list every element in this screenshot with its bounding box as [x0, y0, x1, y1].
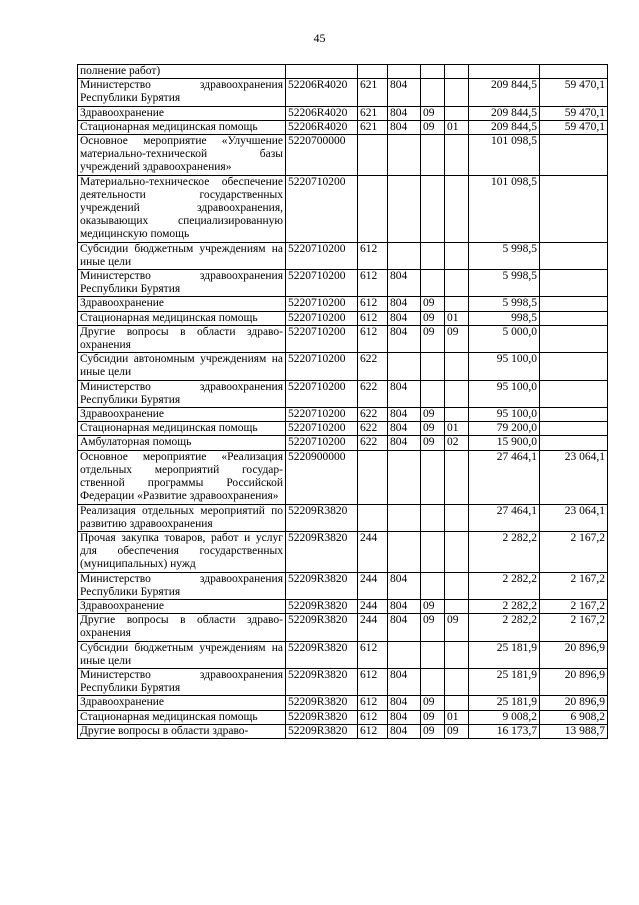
section-cell: [421, 668, 445, 695]
amount-federal-cell: 59 470,1: [540, 120, 608, 134]
target-article-cell: 5220710200: [286, 353, 358, 380]
table-row: [78, 436, 608, 450]
amount-federal-cell: 20 896,9: [540, 641, 608, 668]
amount-federal-cell: [540, 175, 608, 242]
name-cell: Другие вопросы в области здравоохранения: [78, 614, 286, 641]
expense-type-cell: 612: [358, 710, 388, 724]
expense-type-cell: 612: [358, 325, 388, 352]
ministry-code-cell: 804: [388, 572, 421, 599]
subsection-cell: 01: [445, 710, 469, 724]
table-row: [78, 641, 608, 668]
expense-type-cell: 244: [358, 599, 388, 613]
amount-federal-cell: [540, 380, 608, 407]
section-cell: [421, 572, 445, 599]
amount-cell: 209 844,5: [469, 106, 540, 120]
ministry-code-cell: 804: [388, 311, 421, 325]
section-cell: [421, 65, 445, 79]
subsection-cell: 01: [445, 311, 469, 325]
amount-cell: 2 282,2: [469, 531, 540, 572]
ministry-code-cell: [388, 175, 421, 242]
table-row: [78, 242, 608, 269]
name-cell: Здравоохранение: [78, 408, 286, 422]
name-cell: Здравоохранение: [78, 696, 286, 710]
name-cell: Субсидии автономным учреждениям на иные цели: [78, 353, 286, 380]
section-cell: 09: [421, 422, 445, 436]
amount-cell: 95 100,0: [469, 408, 540, 422]
table-row: [78, 65, 608, 79]
name-cell: Министерство здравоохранения Республики Бурятия: [78, 79, 286, 106]
subsection-cell: 01: [445, 120, 469, 134]
subsection-cell: [445, 696, 469, 710]
table-row: [78, 135, 608, 176]
ministry-code-cell: [388, 135, 421, 176]
amount-federal-cell: [540, 436, 608, 450]
target-article-cell: 52209R3820: [286, 599, 358, 613]
amount-federal-cell: 23 064,1: [540, 504, 608, 531]
ministry-code-cell: [388, 450, 421, 504]
target-article-cell: 5220710200: [286, 436, 358, 450]
target-article-cell: 52209R3820: [286, 668, 358, 695]
expense-type-cell: 244: [358, 614, 388, 641]
subsection-cell: [445, 531, 469, 572]
ministry-code-cell: 804: [388, 297, 421, 311]
expense-type-cell: 244: [358, 531, 388, 572]
expense-type-cell: 622: [358, 436, 388, 450]
amount-federal-cell: [540, 297, 608, 311]
amount-federal-cell: 2 167,2: [540, 599, 608, 613]
section-cell: [421, 135, 445, 176]
name-cell: Прочая закупка товаров, работ и услуг для обеспечения государственных (муниципальных) нужд: [78, 531, 286, 572]
amount-federal-cell: 20 896,9: [540, 696, 608, 710]
amount-cell: 101 098,5: [469, 135, 540, 176]
target-article-cell: 5220710200: [286, 408, 358, 422]
section-cell: 09: [421, 710, 445, 724]
ministry-code-cell: 804: [388, 79, 421, 106]
amount-federal-cell: [540, 270, 608, 297]
section-cell: [421, 380, 445, 407]
name-cell: Другие вопросы в области здраво-: [78, 724, 286, 738]
section-cell: 09: [421, 696, 445, 710]
expense-type-cell: [358, 504, 388, 531]
expense-type-cell: 612: [358, 724, 388, 738]
table-row: [78, 422, 608, 436]
ministry-code-cell: 804: [388, 696, 421, 710]
expense-type-cell: 244: [358, 572, 388, 599]
amount-cell: 15 900,0: [469, 436, 540, 450]
subsection-cell: [445, 572, 469, 599]
subsection-cell: [445, 175, 469, 242]
section-cell: [421, 175, 445, 242]
amount-federal-cell: [540, 65, 608, 79]
expense-type-cell: 612: [358, 297, 388, 311]
section-cell: 09: [421, 724, 445, 738]
expense-type-cell: 612: [358, 668, 388, 695]
amount-federal-cell: [540, 242, 608, 269]
expense-type-cell: [358, 175, 388, 242]
section-cell: 09: [421, 599, 445, 613]
name-cell: Материально-техническое обеспечение деятельности государственных учреждений здравоохранения, оказывающих специализированную медицинскую помощь: [78, 175, 286, 242]
target-article-cell: 5220700000: [286, 135, 358, 176]
ministry-code-cell: [388, 65, 421, 79]
expense-type-cell: 622: [358, 353, 388, 380]
ministry-code-cell: 804: [388, 668, 421, 695]
amount-cell: [469, 65, 540, 79]
ministry-code-cell: 804: [388, 408, 421, 422]
amount-cell: 25 181,9: [469, 641, 540, 668]
name-cell: Основное мероприятие «Реализация отдельных мероприятий государственной программы Российской Федерации «Развитие здравоохранения»: [78, 450, 286, 504]
subsection-cell: [445, 297, 469, 311]
ministry-code-cell: 804: [388, 710, 421, 724]
subsection-cell: [445, 504, 469, 531]
table-row: [78, 724, 608, 738]
table-row: [78, 79, 608, 106]
table-row: [78, 353, 608, 380]
amount-federal-cell: 6 908,2: [540, 710, 608, 724]
table-row: [78, 710, 608, 724]
section-cell: [421, 353, 445, 380]
expense-type-cell: [358, 450, 388, 504]
target-article-cell: 52206R4020: [286, 120, 358, 134]
ministry-code-cell: 804: [388, 422, 421, 436]
amount-cell: 998,5: [469, 311, 540, 325]
target-article-cell: 52209R3820: [286, 504, 358, 531]
amount-federal-cell: [540, 325, 608, 352]
amount-cell: 27 464,1: [469, 450, 540, 504]
name-cell: Основное мероприятие «Улучшение материально-технической базы учреждений здравоохранения»: [78, 135, 286, 176]
table-row: [78, 668, 608, 695]
expense-type-cell: 612: [358, 242, 388, 269]
table-row: [78, 408, 608, 422]
table-row: [78, 297, 608, 311]
name-cell: полнение работ): [78, 65, 286, 79]
section-cell: [421, 242, 445, 269]
amount-federal-cell: [540, 353, 608, 380]
target-article-cell: 52209R3820: [286, 696, 358, 710]
section-cell: 09: [421, 325, 445, 352]
table-row: [78, 572, 608, 599]
table-body: [78, 65, 608, 739]
expense-type-cell: [358, 135, 388, 176]
section-cell: [421, 641, 445, 668]
subsection-cell: [445, 450, 469, 504]
amount-cell: 9 008,2: [469, 710, 540, 724]
name-cell: Амбулаторная помощь: [78, 436, 286, 450]
table-row: [78, 614, 608, 641]
section-cell: [421, 504, 445, 531]
section-cell: 09: [421, 311, 445, 325]
amount-cell: 2 282,2: [469, 614, 540, 641]
target-article-cell: 5220710200: [286, 297, 358, 311]
name-cell: Стационарная медицинская помощь: [78, 311, 286, 325]
ministry-code-cell: 804: [388, 120, 421, 134]
expense-type-cell: 612: [358, 311, 388, 325]
section-cell: 09: [421, 614, 445, 641]
table-row: [78, 531, 608, 572]
target-article-cell: 52209R3820: [286, 531, 358, 572]
expense-type-cell: [358, 65, 388, 79]
section-cell: 09: [421, 408, 445, 422]
amount-cell: 25 181,9: [469, 668, 540, 695]
target-article-cell: 5220710200: [286, 175, 358, 242]
ministry-code-cell: 804: [388, 599, 421, 613]
name-cell: Стационарная медицинская помощь: [78, 422, 286, 436]
subsection-cell: 09: [445, 724, 469, 738]
table-row: [78, 175, 608, 242]
table-row: [78, 450, 608, 504]
amount-federal-cell: [540, 408, 608, 422]
amount-federal-cell: 2 167,2: [540, 572, 608, 599]
subsection-cell: 01: [445, 422, 469, 436]
ministry-code-cell: [388, 353, 421, 380]
section-cell: 09: [421, 297, 445, 311]
subsection-cell: [445, 408, 469, 422]
name-cell: Стационарная медицинская помощь: [78, 120, 286, 134]
amount-cell: 2 282,2: [469, 599, 540, 613]
subsection-cell: [445, 79, 469, 106]
subsection-cell: [445, 65, 469, 79]
table-row: [78, 325, 608, 352]
target-article-cell: 52209R3820: [286, 572, 358, 599]
target-article-cell: 52206R4020: [286, 79, 358, 106]
subsection-cell: 02: [445, 436, 469, 450]
amount-federal-cell: 2 167,2: [540, 531, 608, 572]
table-row: [78, 599, 608, 613]
ministry-code-cell: [388, 504, 421, 531]
section-cell: [421, 270, 445, 297]
ministry-code-cell: 804: [388, 614, 421, 641]
ministry-code-cell: [388, 242, 421, 269]
amount-federal-cell: [540, 135, 608, 176]
target-article-cell: 5220710200: [286, 380, 358, 407]
subsection-cell: 09: [445, 325, 469, 352]
amount-cell: 5 000,0: [469, 325, 540, 352]
target-article-cell: 5220710200: [286, 242, 358, 269]
target-article-cell: 52209R3820: [286, 641, 358, 668]
expense-type-cell: 612: [358, 641, 388, 668]
target-article-cell: 5220710200: [286, 311, 358, 325]
table-row: [78, 106, 608, 120]
amount-federal-cell: 23 064,1: [540, 450, 608, 504]
section-cell: 09: [421, 106, 445, 120]
amount-federal-cell: 59 470,1: [540, 106, 608, 120]
name-cell: Министерство здравоохранения Республики Бурятия: [78, 270, 286, 297]
subsection-cell: 09: [445, 614, 469, 641]
target-article-cell: 5220900000: [286, 450, 358, 504]
subsection-cell: [445, 135, 469, 176]
name-cell: Здравоохранение: [78, 297, 286, 311]
target-article-cell: [286, 65, 358, 79]
page-number: 45: [313, 31, 326, 45]
table-row: [78, 120, 608, 134]
amount-cell: 2 282,2: [469, 572, 540, 599]
name-cell: Министерство здравоохранения Республики Бурятия: [78, 668, 286, 695]
budget-table: [77, 64, 608, 739]
name-cell: Реализация отдельных мероприятий по развитию здравоохранения: [78, 504, 286, 531]
table-row: [78, 504, 608, 531]
amount-federal-cell: [540, 422, 608, 436]
name-cell: Здравоохранение: [78, 106, 286, 120]
table-row: [78, 270, 608, 297]
subsection-cell: [445, 668, 469, 695]
section-cell: 09: [421, 436, 445, 450]
ministry-code-cell: 804: [388, 436, 421, 450]
amount-cell: 209 844,5: [469, 120, 540, 134]
amount-federal-cell: 2 167,2: [540, 614, 608, 641]
ministry-code-cell: 804: [388, 325, 421, 352]
amount-cell: 5 998,5: [469, 270, 540, 297]
subsection-cell: [445, 270, 469, 297]
amount-cell: 101 098,5: [469, 175, 540, 242]
name-cell: Субсидии бюджетным учреждениям на иные цели: [78, 242, 286, 269]
amount-cell: 95 100,0: [469, 353, 540, 380]
target-article-cell: 5220710200: [286, 270, 358, 297]
target-article-cell: 52206R4020: [286, 106, 358, 120]
table-row: [78, 380, 608, 407]
target-article-cell: 52209R3820: [286, 614, 358, 641]
amount-federal-cell: 20 896,9: [540, 668, 608, 695]
amount-cell: 95 100,0: [469, 380, 540, 407]
expense-type-cell: 622: [358, 422, 388, 436]
amount-cell: 27 464,1: [469, 504, 540, 531]
subsection-cell: [445, 380, 469, 407]
section-cell: 09: [421, 120, 445, 134]
ministry-code-cell: [388, 531, 421, 572]
amount-federal-cell: 59 470,1: [540, 79, 608, 106]
table-row: [78, 696, 608, 710]
amount-cell: 25 181,9: [469, 696, 540, 710]
subsection-cell: [445, 641, 469, 668]
ministry-code-cell: 804: [388, 270, 421, 297]
expense-type-cell: 622: [358, 408, 388, 422]
section-cell: [421, 531, 445, 572]
subsection-cell: [445, 353, 469, 380]
expense-type-cell: 612: [358, 696, 388, 710]
expense-type-cell: 621: [358, 106, 388, 120]
table-row: [78, 311, 608, 325]
ministry-code-cell: [388, 641, 421, 668]
ministry-code-cell: 804: [388, 106, 421, 120]
expense-type-cell: 621: [358, 79, 388, 106]
amount-cell: 209 844,5: [469, 79, 540, 106]
amount-federal-cell: [540, 311, 608, 325]
target-article-cell: 5220710200: [286, 325, 358, 352]
expense-type-cell: 622: [358, 380, 388, 407]
ministry-code-cell: 804: [388, 724, 421, 738]
expense-type-cell: 621: [358, 120, 388, 134]
expense-type-cell: 612: [358, 270, 388, 297]
amount-cell: 5 998,5: [469, 242, 540, 269]
amount-cell: 5 998,5: [469, 297, 540, 311]
amount-federal-cell: 13 988,7: [540, 724, 608, 738]
ministry-code-cell: 804: [388, 380, 421, 407]
section-cell: [421, 450, 445, 504]
target-article-cell: 52209R3820: [286, 710, 358, 724]
amount-cell: 79 200,0: [469, 422, 540, 436]
name-cell: Другие вопросы в области здравоохранения: [78, 325, 286, 352]
name-cell: Субсидии бюджетным учреждениям на иные цели: [78, 641, 286, 668]
amount-cell: 16 173,7: [469, 724, 540, 738]
subsection-cell: [445, 242, 469, 269]
subsection-cell: [445, 106, 469, 120]
name-cell: Здравоохранение: [78, 599, 286, 613]
name-cell: Министерство здравоохранения Республики Бурятия: [78, 572, 286, 599]
name-cell: Министерство здравоохранения Республики Бурятия: [78, 380, 286, 407]
target-article-cell: 5220710200: [286, 422, 358, 436]
target-article-cell: 52209R3820: [286, 724, 358, 738]
name-cell: Стационарная медицинская помощь: [78, 710, 286, 724]
section-cell: [421, 79, 445, 106]
subsection-cell: [445, 599, 469, 613]
